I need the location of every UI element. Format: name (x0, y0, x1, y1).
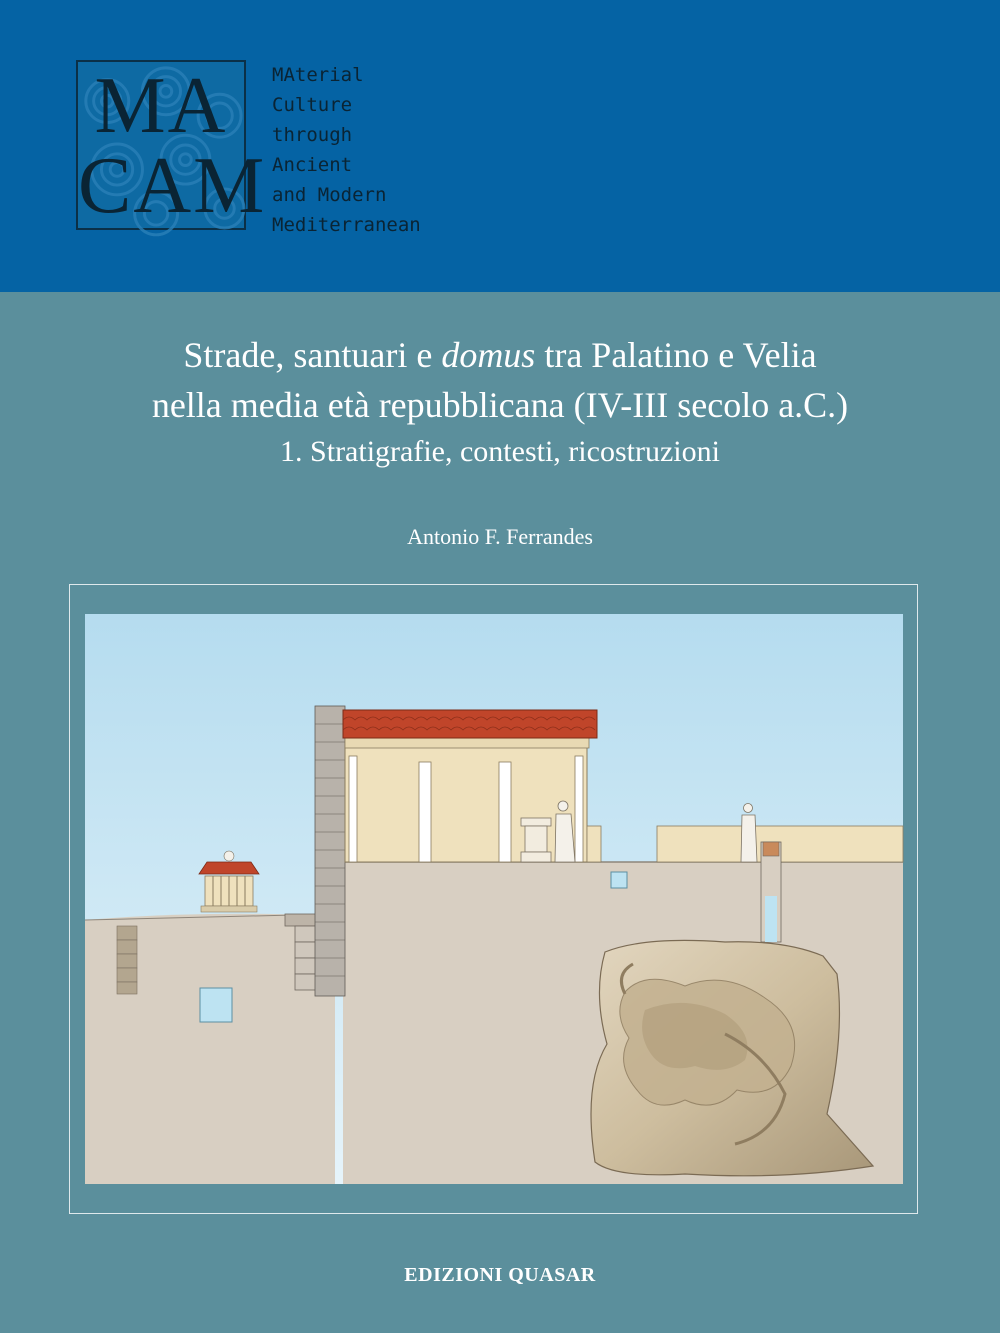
cover-illustration (85, 614, 903, 1184)
title-line-1-start: Strade, santuari e (183, 335, 433, 375)
series-name-line: Culture (272, 94, 353, 116)
buried-wall-blocks (117, 926, 137, 994)
series-name-line: Mediterranean (272, 214, 421, 236)
title-italic-word: domus (441, 335, 536, 375)
logo-text-ma: MA (94, 62, 228, 150)
author-name: Antonio F. Ferrandes (407, 524, 593, 549)
series-name-line: MAterial (272, 64, 364, 86)
book-title (0, 330, 1000, 474)
title-line-1-end: tra Palatino e Velia (544, 335, 817, 375)
title-line-1 (0, 330, 1000, 380)
series-logo (76, 60, 267, 230)
portico-wall (345, 744, 587, 862)
series-name-line: Ancient (272, 154, 353, 176)
cistern-small (611, 872, 627, 888)
publisher-name: EDIZIONI QUASAR (404, 1264, 596, 1286)
series-name (272, 60, 421, 240)
series-name-line: and Modern (272, 184, 387, 206)
roof-tiles (343, 710, 597, 738)
title-line-2: nella media età repubblicana (IV-III secolo a.C.) (151, 385, 849, 425)
logo-text-cam: CAM (78, 142, 267, 230)
stone-relief-bull (591, 940, 873, 1175)
book-subtitle: 1. Stratigrafie, contesti, ricostruzioni (280, 435, 720, 468)
stone-tower-wall (315, 706, 345, 996)
cistern-left (200, 988, 232, 1022)
altar (521, 818, 551, 862)
series-name-line: through (272, 124, 353, 146)
